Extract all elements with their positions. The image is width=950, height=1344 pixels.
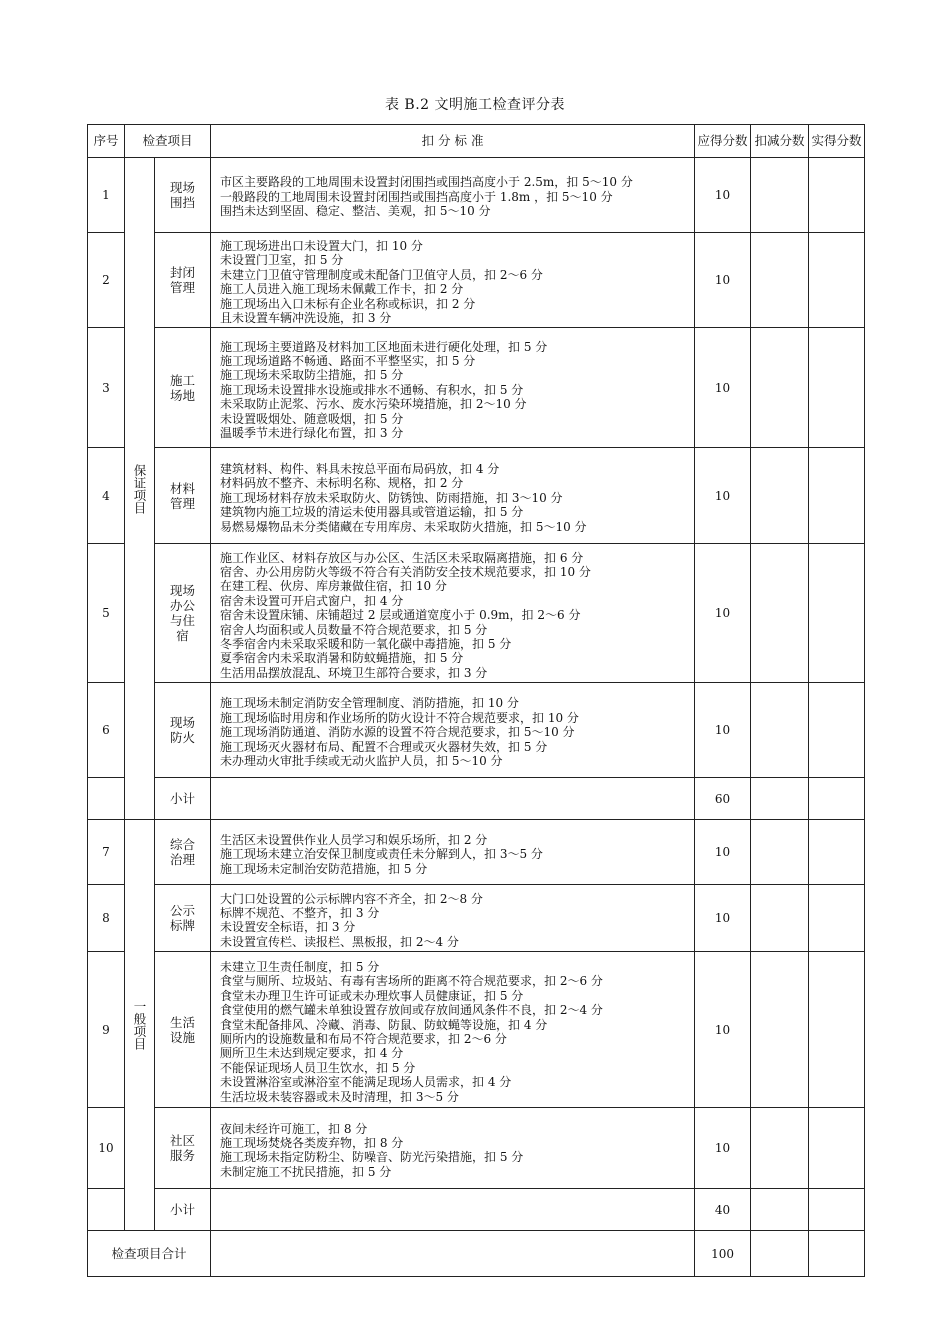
standard-line: 施工现场未定制治安防范措施，扣 5 分: [220, 861, 428, 876]
standard-line: 宿舍未设置床铺、床铺超过 2 层或通道宽度小于 0.9m，扣 2～6 分: [220, 608, 581, 623]
standard-line: 施工现场焚烧各类废弃物，扣 8 分: [220, 1136, 404, 1151]
standard-line: 未设置淋浴室或淋浴室不能满足现场人员需求，扣 4 分: [220, 1075, 512, 1090]
actual-score-cell[interactable]: [809, 1108, 865, 1189]
deduction-standard: [211, 683, 695, 778]
actual-score-cell[interactable]: [809, 544, 865, 683]
standard-line: 施工现场道路不畅通、路面不平整坚实，扣 5 分: [220, 353, 476, 368]
standard-line: 夏季宿舍内未采取消暑和防蚊蝇措施，扣 5 分: [220, 651, 464, 666]
standard-line: 施工现场主要道路及材料加工区地面未进行硬化处理，扣 5 分: [220, 339, 548, 354]
check-item-name: [155, 952, 211, 1108]
table-row: [88, 448, 865, 544]
actual-score-cell[interactable]: [809, 820, 865, 885]
deduction-standard: [211, 885, 695, 952]
standard-line: 生活垃圾未装容器或未及时清理，扣 3～5 分: [220, 1089, 459, 1104]
due-score: 10: [695, 158, 751, 233]
deduct-score-cell[interactable]: [751, 1231, 809, 1277]
row-seq: 8: [88, 885, 125, 952]
actual-score-cell[interactable]: [809, 778, 865, 820]
due-score: 10: [695, 683, 751, 778]
standard-line: 施工现场未指定防粉尘、防噪音、防光污染措施，扣 5 分: [220, 1150, 524, 1165]
deduct-score-cell[interactable]: [751, 683, 809, 778]
deduction-standard: [211, 820, 695, 885]
score-table: [87, 124, 865, 1277]
deduction-standard: [211, 233, 695, 328]
standard-line: 未设置安全标语，扣 3 分: [220, 920, 356, 935]
table-row: [88, 885, 865, 952]
standard-line: 未设置吸烟处、随意吸烟，扣 5 分: [220, 411, 404, 426]
due-score: 10: [695, 885, 751, 952]
standard-line: 建筑物内施工垃圾的清运未使用器具或管道运输，扣 5 分: [220, 505, 524, 520]
standard-line: 食堂未配备排风、冷藏、消毒、防鼠、防蚊蝇等设施，扣 4 分: [220, 1017, 548, 1032]
due-score: 10: [695, 328, 751, 448]
standard-line: 食堂使用的燃气罐未单独设置存放间或存放间通风条件不良，扣 2～4 分: [220, 1003, 603, 1018]
page-title: 表 B.2 文明施工检查评分表: [384, 97, 566, 113]
actual-score-cell[interactable]: [809, 1231, 865, 1277]
total-label: 检查项目合计: [88, 1231, 211, 1277]
check-item-name: [155, 448, 211, 544]
item-group-label: 一般项目: [132, 1000, 147, 1051]
total-row: [88, 1231, 865, 1277]
deduct-score-cell[interactable]: [751, 328, 809, 448]
standard-line: 不能保证现场人员卫生饮水，扣 5 分: [220, 1060, 416, 1075]
check-item-name: [155, 885, 211, 952]
check-item-name: [155, 544, 211, 683]
deduct-score-cell[interactable]: [751, 885, 809, 952]
actual-score-cell[interactable]: [809, 328, 865, 448]
actual-score-cell[interactable]: [809, 448, 865, 544]
subtotal-seq-cell: [88, 778, 125, 820]
table-row: [88, 158, 865, 233]
standard-line: 未建立门卫值守管理制度或未配备门卫值守人员，扣 2～6 分: [220, 267, 543, 282]
row-seq: 5: [88, 544, 125, 683]
header-check-item: 检查项目: [125, 125, 211, 158]
header-deduct: 扣减分数: [751, 125, 809, 158]
due-score: 10: [695, 448, 751, 544]
table-row: [88, 683, 865, 778]
actual-score-cell[interactable]: [809, 158, 865, 233]
standard-line: 施工现场未采取防尘措施，扣 5 分: [220, 368, 404, 383]
actual-score-cell[interactable]: [809, 885, 865, 952]
header-actual: 实得分数: [809, 125, 865, 158]
check-item-name: [155, 233, 211, 328]
table-row: [88, 233, 865, 328]
check-item-label: 现场办公与住宿: [169, 583, 195, 644]
actual-score-cell[interactable]: [809, 683, 865, 778]
subtotal-row: [88, 1189, 865, 1231]
standard-line: 施工现场灭火器材布局、配置不合理或灭火器材失效，扣 5 分: [220, 739, 548, 754]
item-group-label: 保证项目: [132, 463, 147, 514]
standard-line: 在建工程、伙房、库房兼做住宿，扣 10 分: [220, 579, 447, 594]
check-item-name: [155, 158, 211, 233]
standard-line: 温暖季节未进行绿化布置，扣 3 分: [220, 425, 404, 440]
subtotal-standard-cell: [211, 778, 695, 820]
row-seq: 7: [88, 820, 125, 885]
standard-line: 未采取防止泥浆、污水、废水污染环境措施，扣 2～10 分: [220, 397, 527, 412]
standard-line: 施工现场未制定消防安全管理制度、消防措施，扣 10 分: [220, 696, 519, 711]
standard-line: 未设置宣传栏、读报栏、黑板报，扣 2～4 分: [220, 934, 459, 949]
table-row: [88, 544, 865, 683]
header-row: [88, 125, 865, 158]
deduct-score-cell[interactable]: [751, 544, 809, 683]
due-score: 10: [695, 1108, 751, 1189]
standard-line: 食堂未办理卫生许可证或未办理炊事人员健康证，扣 5 分: [220, 988, 524, 1003]
deduct-score-cell[interactable]: [751, 952, 809, 1108]
row-seq: 3: [88, 328, 125, 448]
due-score: 10: [695, 952, 751, 1108]
deduct-score-cell[interactable]: [751, 1189, 809, 1231]
item-group: [125, 820, 155, 1231]
deduct-score-cell[interactable]: [751, 158, 809, 233]
row-seq: 6: [88, 683, 125, 778]
standard-line: 易燃易爆物品未分类储藏在专用库房、未采取防火措施，扣 5～10 分: [220, 519, 587, 534]
standard-line: 材料码放不整齐、未标明名称、规格，扣 2 分: [220, 476, 464, 491]
subtotal-row: [88, 778, 865, 820]
check-item-label: 材料管理: [169, 480, 195, 511]
check-item-label: 施工场地: [169, 372, 195, 403]
check-item-name: [155, 328, 211, 448]
subtotal-standard-cell: [211, 1189, 695, 1231]
check-item-name: [155, 820, 211, 885]
due-score: 10: [695, 233, 751, 328]
standard-line: 施工现场未设置排水设施或排水不通畅、有积水，扣 5 分: [220, 382, 524, 397]
check-item-label: 社区服务: [169, 1133, 195, 1164]
header-standard: 扣 分 标 准: [211, 125, 695, 158]
header-seq: 序号: [88, 125, 125, 158]
deduct-score-cell[interactable]: [751, 448, 809, 544]
standard-line: 施工现场材料存放未采取防火、防锈蚀、防雨措施，扣 3～10 分: [220, 490, 563, 505]
standard-line: 市区主要路段的工地周围未设置封闭围挡或围挡高度小于 2.5m，扣 5～10 分: [220, 175, 633, 190]
standard-line: 未制定施工不扰民措施，扣 5 分: [220, 1164, 392, 1179]
check-item-label: 生活设施: [169, 1014, 195, 1045]
standard-line: 冬季宿舍内未采取采暖和防一氧化碳中毒措施，扣 5 分: [220, 637, 512, 652]
standard-line: 施工现场进出口未设置大门，扣 10 分: [220, 239, 423, 253]
standard-line: 未建立卫生责任制度，扣 5 分: [220, 959, 380, 974]
standard-line: 施工现场未建立治安保卫制度或责任未分解到人，扣 3～5 分: [220, 847, 543, 862]
subtotal-label: 小计: [155, 778, 211, 820]
header-due: 应得分数: [695, 125, 751, 158]
actual-score-cell[interactable]: [809, 1189, 865, 1231]
standard-line: 建筑材料、构件、料具未按总平面布局码放，扣 4 分: [220, 461, 500, 476]
standard-line: 一般路段的工地周围未设置封闭围挡或围挡高度小于 1.8m ，扣 5～10 分: [220, 189, 613, 204]
check-item-label: 现场围挡: [169, 180, 195, 210]
row-seq: 1: [88, 158, 125, 233]
table-row: [88, 820, 865, 885]
deduct-score-cell[interactable]: [751, 778, 809, 820]
table-row: [88, 328, 865, 448]
row-seq: 9: [88, 952, 125, 1108]
standard-line: 施工人员进入施工现场未佩戴工作卡，扣 2 分: [220, 282, 464, 297]
standard-line: 施工作业区、材料存放区与办公区、生活区未采取隔离措施，扣 6 分: [220, 550, 584, 565]
standard-line: 大门口处设置的公示标牌内容不齐全，扣 2～8 分: [220, 891, 483, 906]
due-score: 10: [695, 820, 751, 885]
check-item-label: 综合治理: [169, 837, 195, 868]
deduct-score-cell[interactable]: [751, 820, 809, 885]
standard-line: 夜间未经许可施工，扣 8 分: [220, 1121, 368, 1136]
actual-score-cell[interactable]: [809, 952, 865, 1108]
deduction-standard: [211, 448, 695, 544]
standard-line: 食堂与厕所、垃圾站、有毒有害场所的距离不符合规范要求，扣 2～6 分: [220, 974, 603, 989]
check-item-label: 封闭管理: [169, 265, 195, 296]
check-item-label: 现场防火: [169, 715, 195, 746]
standard-line: 生活区未设置供作业人员学习和娱乐场所，扣 2 分: [220, 832, 488, 847]
actual-score-cell[interactable]: [809, 233, 865, 328]
standard-line: 施工现场临时用房和作业场所的防火设计不符合规范要求，扣 10 分: [220, 710, 579, 725]
table-row: [88, 952, 865, 1108]
subtotal-seq-cell: [88, 1189, 125, 1231]
table-row: [88, 1108, 865, 1189]
row-seq: 4: [88, 448, 125, 544]
deduction-standard: [211, 544, 695, 683]
total-standard-cell: [211, 1231, 695, 1277]
subtotal-score: 40: [695, 1189, 751, 1231]
row-seq: 2: [88, 233, 125, 328]
standard-line: 施工现场消防通道、消防水源的设置不符合规范要求，扣 5～10 分: [220, 725, 575, 740]
standard-line: 未设置门卫室，扣 5 分: [220, 253, 344, 268]
check-item-label: 公示标牌: [169, 903, 195, 934]
deduction-standard: [211, 952, 695, 1108]
total-score: 100: [695, 1231, 751, 1277]
standard-line: 宿舍、办公用房防火等级不符合有关消防安全技术规范要求，扣 10 分: [220, 565, 591, 580]
item-group: [125, 158, 155, 820]
row-seq: 10: [88, 1108, 125, 1189]
standard-line: 施工现场出入口未标有企业名称或标识，扣 2 分: [220, 296, 476, 311]
deduction-standard: [211, 1108, 695, 1189]
standard-line: 宿舍人均面积或人员数量不符合规范要求，扣 5 分: [220, 622, 488, 637]
check-item-name: [155, 683, 211, 778]
standard-line: 且未设置车辆冲洗设施，扣 3 分: [220, 311, 392, 326]
due-score: 10: [695, 544, 751, 683]
standard-line: 厕所卫生未达到规定要求，扣 4 分: [220, 1046, 404, 1061]
standard-line: 宿舍未设置可开启式窗户，扣 4 分: [220, 593, 404, 608]
standard-line: 标牌不规范、不整齐，扣 3 分: [220, 906, 380, 921]
standard-line: 生活用品摆放混乱、环境卫生部符合要求，扣 3 分: [220, 665, 488, 680]
deduction-standard: [211, 328, 695, 448]
standard-line: 未办理动火审批手续或无动火监护人员，扣 5～10 分: [220, 754, 503, 769]
standard-line: 厕所内的设施数量和布局不符合规范要求，扣 2～6 分: [220, 1031, 507, 1046]
deduction-standard: [211, 158, 695, 233]
check-item-name: [155, 1108, 211, 1189]
subtotal-label: 小计: [155, 1189, 211, 1231]
subtotal-score: 60: [695, 778, 751, 820]
deduct-score-cell[interactable]: [751, 1108, 809, 1189]
standard-line: 围挡未达到坚固、稳定、整洁、美观，扣 5～10 分: [220, 204, 491, 219]
deduct-score-cell[interactable]: [751, 233, 809, 328]
